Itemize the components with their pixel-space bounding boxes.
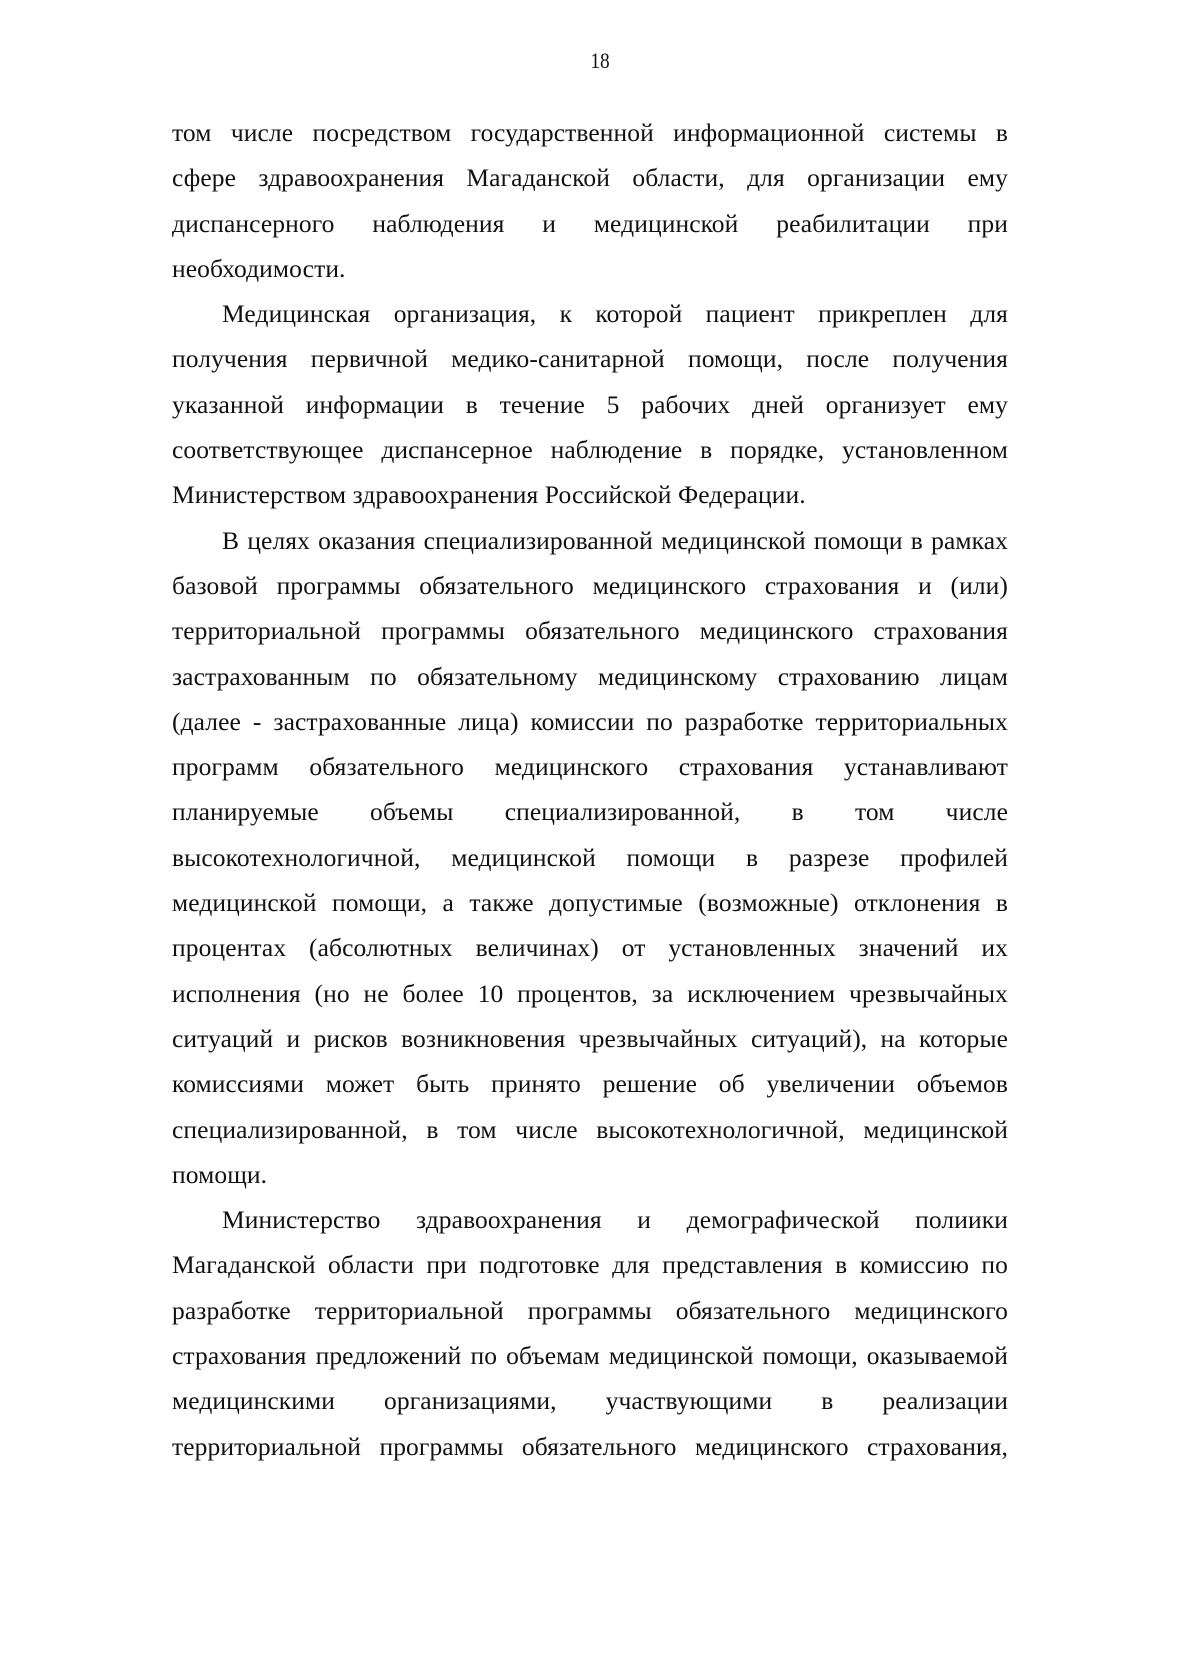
text-line: комиссиями может быть принято решение об увеличении объемов	[172, 1069, 1008, 1099]
text-line: сфере здравоохранения Магаданской области, для организации ему	[172, 163, 1008, 193]
document-body	[172, 110, 1008, 1469]
paragraph-specialized-care	[172, 518, 1008, 1197]
text-line: В целях оказания специализированной медицинской помощи в рамках	[222, 525, 1008, 555]
text-line: диспансерного наблюдения и медицинской реабилитации при	[172, 208, 1008, 238]
text-line: Министерством здравоохранения Российской Федерации.	[172, 480, 806, 510]
paragraph-medical-organization	[172, 291, 1008, 517]
text-line: страхования предложений по объемам медицинской помощи, оказываемой	[172, 1341, 1008, 1371]
paragraph-continuation	[172, 110, 1008, 291]
text-line: Магаданской области при подготовке для представления в комиссию по	[172, 1250, 1008, 1280]
text-line: соответствующее диспансерное наблюдение в порядке, установленном	[172, 435, 1008, 465]
text-line: разработке территориальной программы обязательного медицинского	[172, 1295, 1008, 1325]
text-line: ситуаций и рисков возникновения чрезвычайных ситуаций), на которые	[172, 1023, 1008, 1053]
paragraph-ministry-proposals	[172, 1197, 1008, 1469]
text-line: исполнения (но не более 10 процентов, за исключением чрезвычайных	[172, 978, 1008, 1008]
text-line: том числе посредством государственной информационной системы в	[172, 118, 1008, 147]
text-line: базовой программы обязательного медицинского страхования и (или)	[172, 570, 1008, 600]
text-line: программ обязательного медицинского страхования устанавливают	[172, 752, 1008, 782]
text-line: застрахованным по обязательному медицинскому страхованию лицам	[172, 661, 1008, 691]
text-line: территориальной программы обязательного медицинского страхования,	[172, 1431, 1008, 1461]
text-line: (далее - застрахованные лица) комиссии по разработке территориальных	[172, 706, 1008, 736]
text-line: территориальной программы обязательного медицинского страхования	[172, 616, 1008, 646]
text-line: необходимости.	[172, 253, 346, 283]
text-line: Медицинская организация, к которой пациент прикреплен для	[222, 299, 1008, 329]
text-line: процентах (абсолютных величинах) от установленных значений их	[172, 933, 1008, 963]
text-line: получения первичной медико-санитарной помощи, после получения	[172, 344, 1008, 374]
text-line: помощи.	[172, 1159, 268, 1189]
text-line: указанной информации в течение 5 рабочих дней организует ему	[172, 389, 1008, 419]
text-line: высокотехнологичной, медицинской помощи в разрезе профилей	[172, 842, 1008, 872]
page-number: 18	[590, 48, 610, 73]
text-line: Министерство здравоохранения и демографической полиики	[222, 1205, 1008, 1235]
text-line: медицинской помощи, а также допустимые (возможные) отклонения в	[172, 888, 1008, 918]
text-line: медицинскими организациями, участвующими в реализации	[172, 1386, 1008, 1416]
text-line: планируемые объемы специализированной, в том числе	[172, 797, 1008, 827]
text-line: специализированной, в том числе высокотехнологичной, медицинской	[172, 1114, 1008, 1144]
